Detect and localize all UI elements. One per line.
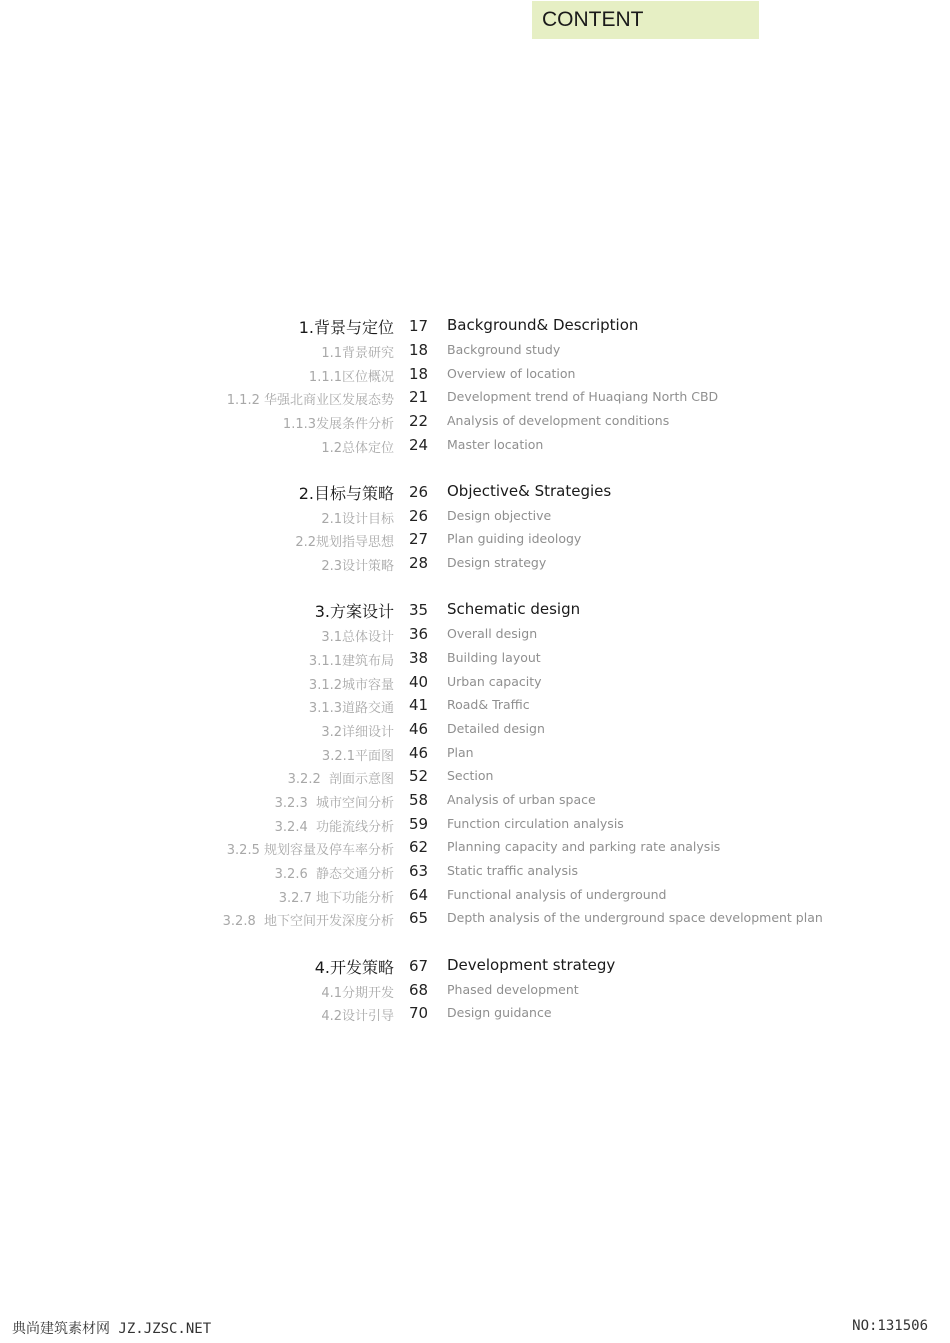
toc-item-cn: 3.2.2 剖面示意图: [287, 772, 394, 787]
toc-item-3-1-3[interactable]: [0, 693, 950, 717]
toc-item-page: 63: [409, 862, 429, 880]
toc-section-1-cn: 1.背景与定位: [298, 318, 394, 337]
toc-item-3-2-1[interactable]: [0, 741, 950, 765]
toc-item-3-2-2[interactable]: [0, 764, 950, 788]
toc-item-cn: 1.1.2 华强北商业区发展态势: [226, 393, 394, 408]
toc-item-en: Design guidance: [447, 1005, 552, 1020]
toc-item-cn: 2.2规划指导思想: [295, 535, 394, 550]
toc-item-page: 24: [409, 436, 429, 454]
toc-item-3-2[interactable]: [0, 717, 950, 741]
toc-item-en: Urban capacity: [447, 674, 542, 689]
toc-item-cn: 4.1分期开发: [321, 986, 394, 1001]
toc-item-cn: 3.2.8 地下空间开发深度分析: [222, 914, 394, 929]
toc-item-page: 18: [409, 365, 429, 383]
toc-item-page: 38: [409, 649, 429, 667]
toc-item-cn: 2.3设计策略: [321, 559, 394, 574]
toc-item-3-2-4[interactable]: [0, 812, 950, 836]
toc-item-cn: 1.1背景研究: [321, 346, 394, 361]
toc-item-en: Road& Traffic: [447, 697, 530, 712]
toc-item-en: Master location: [447, 437, 544, 452]
toc-item-cn: 2.1设计目标: [321, 512, 394, 527]
toc-item-page: 62: [409, 838, 429, 856]
toc-item-2-3[interactable]: [0, 551, 950, 575]
toc-section-3-en: Schematic design: [447, 600, 581, 618]
toc-section-4[interactable]: [0, 953, 950, 977]
toc-item-en: Overall design: [447, 626, 538, 641]
toc-item-3-2-5[interactable]: [0, 835, 950, 859]
toc-item-cn: 3.2详细设计: [321, 725, 394, 740]
toc-item-3-2-3[interactable]: [0, 788, 950, 812]
toc-item-en: Detailed design: [447, 721, 545, 736]
toc-item-en: Design objective: [447, 508, 552, 523]
toc-item-page: 59: [409, 815, 429, 833]
content-title: CONTENT: [542, 8, 644, 31]
toc-section-2-cn: 2.目标与策略: [298, 484, 394, 503]
toc-item-3-1[interactable]: [0, 622, 950, 646]
toc-section-1[interactable]: [0, 313, 950, 337]
toc-item-1-1-3[interactable]: [0, 409, 950, 433]
content-header: [532, 1, 759, 39]
toc-item-3-2-8[interactable]: [0, 906, 950, 930]
toc-item-1-1[interactable]: [0, 338, 950, 362]
toc-item-en: Static traffic analysis: [447, 863, 578, 878]
toc-item-page: 26: [409, 507, 429, 525]
toc-item-cn: 1.1.3发展条件分析: [282, 417, 394, 432]
toc-item-cn: 3.2.3 城市空间分析: [274, 796, 394, 811]
toc-section-1-en: Background& Description: [447, 316, 639, 334]
toc-section-2-page: 26: [409, 483, 429, 501]
toc-item-cn: 1.2总体定位: [321, 441, 394, 456]
toc-item-en: Section: [447, 768, 494, 783]
toc-item-page: 65: [409, 909, 429, 927]
toc-item-4-2[interactable]: [0, 1001, 950, 1025]
toc-item-en: Overview of location: [447, 366, 576, 381]
toc-item-2-2[interactable]: [0, 527, 950, 551]
toc-item-en: Function circulation analysis: [447, 816, 624, 831]
toc-item-cn: 3.2.7 地下功能分析: [278, 891, 394, 906]
watermark-number: NO:131506: [852, 1318, 928, 1334]
toc-section-1-page: 17: [409, 317, 429, 335]
toc-item-en: Planning capacity and parking rate analysis: [447, 839, 721, 854]
toc-item-page: 46: [409, 744, 429, 762]
toc-item-cn: 4.2设计引导: [321, 1009, 394, 1024]
toc-item-cn: 3.1.1建筑布局: [308, 654, 394, 669]
toc-section-4-cn: 4.开发策略: [314, 958, 394, 977]
toc-item-cn: 1.1.1区位概况: [308, 370, 394, 385]
toc-item-en: Analysis of development conditions: [447, 413, 670, 428]
toc-item-en: Background study: [447, 342, 561, 357]
toc-item-page: 27: [409, 530, 429, 548]
toc-item-1-2[interactable]: [0, 433, 950, 457]
toc-item-en: Plan guiding ideology: [447, 531, 582, 546]
toc-item-3-2-7[interactable]: [0, 883, 950, 907]
toc-item-page: 46: [409, 720, 429, 738]
toc-item-en: Analysis of urban space: [447, 792, 596, 807]
toc-item-3-2-6[interactable]: [0, 859, 950, 883]
toc-section-3[interactable]: [0, 597, 950, 621]
toc-item-cn: 3.2.1平面图: [321, 749, 394, 764]
toc-item-cn: 3.1.2城市容量: [308, 678, 394, 693]
toc-item-cn: 3.1.3道路交通: [308, 701, 394, 716]
toc-item-page: 64: [409, 886, 429, 904]
toc-item-1-1-1[interactable]: [0, 362, 950, 386]
watermark-site: 典尚建筑素材网 JZ.JZSC.NET: [12, 1321, 212, 1337]
toc-item-cn: 3.2.5 规划容量及停车率分析: [226, 843, 394, 858]
toc-item-page: 40: [409, 673, 429, 691]
toc-item-page: 68: [409, 981, 429, 999]
toc-item-2-1[interactable]: [0, 504, 950, 528]
toc-section-3-cn: 3.方案设计: [314, 602, 394, 621]
toc-item-page: 58: [409, 791, 429, 809]
toc-item-3-1-2[interactable]: [0, 670, 950, 694]
toc-item-page: 41: [409, 696, 429, 714]
toc-item-page: 28: [409, 554, 429, 572]
toc-item-en: Building layout: [447, 650, 541, 665]
toc-item-1-1-2[interactable]: [0, 385, 950, 409]
toc-item-en: Plan: [447, 745, 474, 760]
toc-item-en: Functional analysis of underground: [447, 887, 667, 902]
toc-item-en: Design strategy: [447, 555, 547, 570]
toc-item-en: Depth analysis of the underground space development plan: [447, 910, 823, 925]
toc-item-page: 21: [409, 388, 429, 406]
toc-item-en: Development trend of Huaqiang North CBD: [447, 389, 719, 404]
toc-item-3-1-1[interactable]: [0, 646, 950, 670]
toc-item-cn: 3.2.6 静态交通分析: [274, 867, 394, 882]
toc-section-4-page: 67: [409, 957, 429, 975]
toc-item-page: 18: [409, 341, 429, 359]
toc-item-en: Phased development: [447, 982, 579, 997]
toc-item-4-1[interactable]: [0, 978, 950, 1002]
toc-item-page: 52: [409, 767, 429, 785]
toc-item-page: 22: [409, 412, 429, 430]
toc-section-2-en: Objective& Strategies: [447, 482, 612, 500]
toc-section-3-page: 35: [409, 601, 429, 619]
toc-section-4-en: Development strategy: [447, 956, 616, 974]
toc-item-page: 36: [409, 625, 429, 643]
toc-item-cn: 3.2.4 功能流线分析: [274, 820, 394, 835]
toc-item-cn: 3.1总体设计: [321, 630, 394, 645]
toc-section-2[interactable]: [0, 479, 950, 503]
toc-item-page: 70: [409, 1004, 429, 1022]
